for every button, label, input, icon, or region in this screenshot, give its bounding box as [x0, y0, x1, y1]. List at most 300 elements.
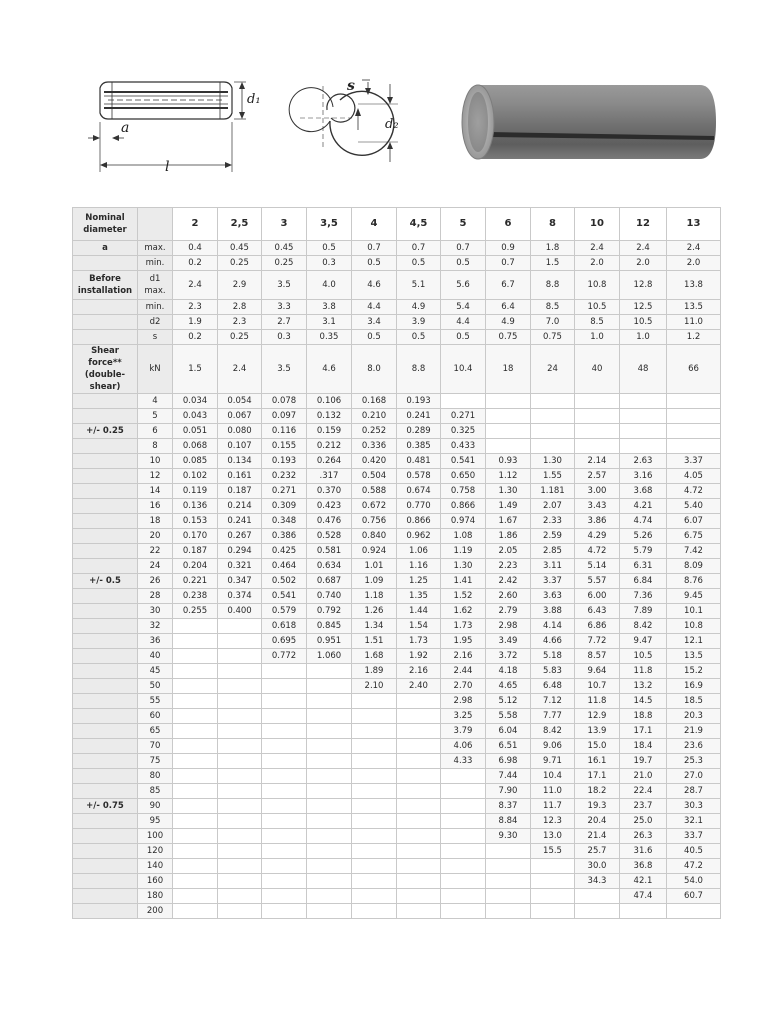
tolerance-label: [73, 439, 138, 454]
weight-cell: 21.9: [667, 724, 721, 739]
weight-cell: 0.347: [218, 574, 262, 589]
weight-cell: [218, 904, 262, 919]
weight-cell: 0.464: [262, 559, 307, 574]
weight-cell: 30.0: [575, 859, 620, 874]
s-label: s: [347, 78, 355, 94]
value-cell: 5.1: [397, 271, 441, 300]
weight-cell: 21.0: [620, 769, 667, 784]
weight-cell: [620, 394, 667, 409]
weight-cell: 21.4: [575, 829, 620, 844]
weight-cell: .317: [307, 469, 352, 484]
value-cell: 13.8: [667, 271, 721, 300]
length-row: [73, 724, 721, 739]
weight-cell: 3.68: [620, 484, 667, 499]
weight-cell: 4.14: [531, 619, 575, 634]
weight-cell: 2.60: [486, 589, 531, 604]
weight-cell: 60.7: [667, 889, 721, 904]
weight-cell: 1.34: [352, 619, 397, 634]
weight-cell: 10.5: [620, 649, 667, 664]
weight-cell: 1.73: [397, 634, 441, 649]
weight-cell: [173, 664, 218, 679]
weight-cell: 0.385: [397, 439, 441, 454]
weight-cell: [352, 814, 397, 829]
weight-cell: [352, 769, 397, 784]
weight-cell: 10.8: [667, 619, 721, 634]
tolerance-label: [73, 859, 138, 874]
weight-cell: [397, 754, 441, 769]
weight-cell: 42.1: [620, 874, 667, 889]
length-row: [73, 604, 721, 619]
value-cell: 3.1: [307, 315, 352, 330]
weight-cell: 0.168: [352, 394, 397, 409]
weight-cell: [486, 904, 531, 919]
length-label: 24: [138, 559, 173, 574]
tolerance-label: [73, 889, 138, 904]
weight-cell: [667, 409, 721, 424]
weight-cell: 6.84: [620, 574, 667, 589]
tolerance-label: [73, 604, 138, 619]
weight-cell: 18.4: [620, 739, 667, 754]
weight-cell: 0.134: [218, 454, 262, 469]
weight-cell: 0.043: [173, 409, 218, 424]
length-row: [73, 529, 721, 544]
value-cell: 1.8: [531, 241, 575, 256]
weight-cell: 2.05: [486, 544, 531, 559]
weight-cell: 17.1: [620, 724, 667, 739]
weight-cell: 0.264: [307, 454, 352, 469]
d2-label: d₂: [385, 117, 399, 132]
weight-cell: [218, 829, 262, 844]
weight-cell: 0.374: [218, 589, 262, 604]
weight-cell: [575, 904, 620, 919]
weight-cell: [307, 859, 352, 874]
weight-cell: [352, 904, 397, 919]
weight-cell: [262, 904, 307, 919]
value-cell: 0.25: [218, 330, 262, 345]
weight-cell: 0.267: [218, 529, 262, 544]
weight-cell: 0.078: [262, 394, 307, 409]
dimension-row: [73, 271, 721, 300]
weight-cell: [441, 844, 486, 859]
weight-cell: [486, 424, 531, 439]
weight-cell: 4.18: [486, 664, 531, 679]
weight-cell: 12.9: [575, 709, 620, 724]
weight-cell: [441, 829, 486, 844]
weight-cell: 1.86: [486, 529, 531, 544]
weight-cell: 0.309: [262, 499, 307, 514]
tolerance-label: [73, 409, 138, 424]
weight-cell: 47.2: [667, 859, 721, 874]
value-cell: 66: [667, 345, 721, 394]
weight-cell: 9.30: [486, 829, 531, 844]
value-cell: 3.3: [262, 300, 307, 315]
weight-cell: 23.7: [620, 799, 667, 814]
tolerance-label: [73, 529, 138, 544]
weight-cell: 1.12: [486, 469, 531, 484]
size-header: 2,5: [218, 208, 262, 241]
value-cell: 8.8: [397, 345, 441, 394]
weight-cell: 1.30: [531, 454, 575, 469]
weight-cell: [486, 844, 531, 859]
weight-cell: 7.89: [620, 604, 667, 619]
weight-cell: [262, 844, 307, 859]
weight-cell: 0.214: [218, 499, 262, 514]
length-row: [73, 844, 721, 859]
value-cell: 2.4: [620, 241, 667, 256]
value-cell: 11.0: [667, 315, 721, 330]
weight-cell: 0.476: [307, 514, 352, 529]
length-label: 32: [138, 619, 173, 634]
tolerance-label: [73, 709, 138, 724]
value-cell: 10.8: [575, 271, 620, 300]
weight-cell: [441, 784, 486, 799]
weight-cell: 3.00: [575, 484, 620, 499]
value-cell: 8.8: [531, 271, 575, 300]
weight-cell: [173, 619, 218, 634]
weight-cell: 1.060: [307, 649, 352, 664]
weight-cell: [218, 889, 262, 904]
length-row: [73, 829, 721, 844]
size-header: 2: [173, 208, 218, 241]
weight-cell: 0.051: [173, 424, 218, 439]
weight-cell: [441, 904, 486, 919]
value-cell: 0.5: [307, 241, 352, 256]
weight-cell: 0.232: [262, 469, 307, 484]
length-label: 70: [138, 739, 173, 754]
weight-cell: 0.674: [397, 484, 441, 499]
weight-cell: 0.136: [173, 499, 218, 514]
weight-cell: 0.097: [262, 409, 307, 424]
weight-cell: [531, 394, 575, 409]
tolerance-label: [73, 619, 138, 634]
weight-cell: 2.33: [531, 514, 575, 529]
tolerance-label: [73, 874, 138, 889]
weight-cell: 11.0: [531, 784, 575, 799]
length-label: 60: [138, 709, 173, 724]
weight-cell: [307, 829, 352, 844]
weight-cell: 0.204: [173, 559, 218, 574]
weight-cell: 26.3: [620, 829, 667, 844]
weight-cell: 15.2: [667, 664, 721, 679]
weight-cell: 5.26: [620, 529, 667, 544]
weight-cell: [531, 424, 575, 439]
weight-cell: 3.49: [486, 634, 531, 649]
weight-cell: 12.3: [531, 814, 575, 829]
weight-cell: 9.06: [531, 739, 575, 754]
weight-cell: [262, 724, 307, 739]
weight-cell: 12.1: [667, 634, 721, 649]
value-cell: 0.7: [441, 241, 486, 256]
value-cell: 3.5: [262, 271, 307, 300]
weight-cell: 6.98: [486, 754, 531, 769]
value-cell: 4.0: [307, 271, 352, 300]
weight-cell: 0.618: [262, 619, 307, 634]
row-group-label: [73, 330, 138, 345]
value-cell: 2.3: [173, 300, 218, 315]
value-cell: 0.7: [486, 256, 531, 271]
weight-cell: [218, 784, 262, 799]
weight-cell: [397, 904, 441, 919]
weight-cell: 3.25: [441, 709, 486, 724]
weight-cell: 0.924: [352, 544, 397, 559]
weight-cell: 0.433: [441, 439, 486, 454]
weight-cell: 6.75: [667, 529, 721, 544]
weight-cell: 7.12: [531, 694, 575, 709]
tolerance-label: [73, 664, 138, 679]
weight-cell: 31.6: [620, 844, 667, 859]
weight-cell: 0.528: [307, 529, 352, 544]
length-label: 65: [138, 724, 173, 739]
weight-cell: [307, 844, 352, 859]
length-label: 8: [138, 439, 173, 454]
weight-cell: [262, 754, 307, 769]
value-cell: 0.2: [173, 330, 218, 345]
weight-cell: 0.974: [441, 514, 486, 529]
value-cell: 1.9: [173, 315, 218, 330]
tolerance-label: [73, 844, 138, 859]
weight-cell: 3.79: [441, 724, 486, 739]
length-row: [73, 424, 721, 439]
weight-cell: 0.212: [307, 439, 352, 454]
size-header: 3: [262, 208, 307, 241]
length-label: 200: [138, 904, 173, 919]
spec-table-container: [72, 207, 720, 919]
weight-cell: 1.19: [441, 544, 486, 559]
size-header: 3,5: [307, 208, 352, 241]
length-label: 90: [138, 799, 173, 814]
weight-cell: 0.193: [397, 394, 441, 409]
weight-cell: 3.11: [531, 559, 575, 574]
weight-cell: [173, 679, 218, 694]
weight-cell: 16.1: [575, 754, 620, 769]
weight-cell: [397, 844, 441, 859]
length-row: [73, 889, 721, 904]
length-row: [73, 574, 721, 589]
weight-cell: 20.3: [667, 709, 721, 724]
value-cell: 0.5: [352, 330, 397, 345]
length-row: [73, 679, 721, 694]
weight-cell: [620, 904, 667, 919]
weight-cell: 3.72: [486, 649, 531, 664]
weight-cell: [531, 439, 575, 454]
weight-cell: [307, 709, 352, 724]
weight-cell: 0.772: [262, 649, 307, 664]
weight-cell: [173, 769, 218, 784]
weight-cell: 0.187: [173, 544, 218, 559]
value-cell: 3.9: [397, 315, 441, 330]
weight-cell: 6.51: [486, 739, 531, 754]
weight-cell: 0.770: [397, 499, 441, 514]
length-row: [73, 409, 721, 424]
value-cell: 4.6: [307, 345, 352, 394]
weight-cell: 0.578: [397, 469, 441, 484]
weight-cell: 3.37: [667, 454, 721, 469]
weight-cell: [575, 424, 620, 439]
weight-cell: [397, 769, 441, 784]
weight-cell: 0.321: [218, 559, 262, 574]
weight-cell: [262, 814, 307, 829]
weight-cell: [441, 889, 486, 904]
tolerance-label: [73, 469, 138, 484]
weight-cell: 2.07: [531, 499, 575, 514]
value-cell: 4.9: [397, 300, 441, 315]
weight-cell: 2.10: [352, 679, 397, 694]
weight-cell: [307, 814, 352, 829]
length-label: 22: [138, 544, 173, 559]
weight-cell: 1.67: [486, 514, 531, 529]
row-group-label: Before installation: [73, 271, 138, 300]
row-sub-label: s: [138, 330, 173, 345]
d1-label: d₁: [247, 92, 261, 107]
length-row: [73, 784, 721, 799]
weight-cell: 1.54: [397, 619, 441, 634]
weight-cell: 1.01: [352, 559, 397, 574]
weight-cell: 0.93: [486, 454, 531, 469]
weight-cell: [575, 439, 620, 454]
row-sub-label: d1 max.: [138, 271, 173, 300]
weight-cell: 0.210: [352, 409, 397, 424]
length-row: [73, 904, 721, 919]
value-cell: 4.4: [352, 300, 397, 315]
weight-cell: 0.325: [441, 424, 486, 439]
weight-cell: 4.74: [620, 514, 667, 529]
value-cell: 8.0: [352, 345, 397, 394]
value-cell: 2.4: [575, 241, 620, 256]
weight-cell: [307, 754, 352, 769]
weight-cell: 2.42: [486, 574, 531, 589]
length-label: 75: [138, 754, 173, 769]
weight-cell: [667, 904, 721, 919]
weight-cell: 32.1: [667, 814, 721, 829]
length-row: [73, 589, 721, 604]
tolerance-label: [73, 829, 138, 844]
weight-cell: [218, 724, 262, 739]
weight-cell: [352, 754, 397, 769]
weight-cell: [173, 754, 218, 769]
weight-cell: 17.1: [575, 769, 620, 784]
length-label: 55: [138, 694, 173, 709]
weight-cell: 0.193: [262, 454, 307, 469]
weight-cell: 1.52: [441, 589, 486, 604]
weight-cell: 0.153: [173, 514, 218, 529]
length-row: [73, 694, 721, 709]
weight-cell: 0.541: [262, 589, 307, 604]
length-label: 85: [138, 784, 173, 799]
length-row: [73, 634, 721, 649]
weight-cell: 0.170: [173, 529, 218, 544]
weight-cell: 13.0: [531, 829, 575, 844]
dimension-row: [73, 330, 721, 345]
value-cell: 7.0: [531, 315, 575, 330]
weight-cell: [173, 829, 218, 844]
value-cell: 0.5: [352, 256, 397, 271]
weight-cell: 4.29: [575, 529, 620, 544]
value-cell: 3.4: [352, 315, 397, 330]
weight-cell: 40.5: [667, 844, 721, 859]
weight-cell: 0.255: [173, 604, 218, 619]
weight-cell: 1.06: [397, 544, 441, 559]
weight-cell: 4.72: [667, 484, 721, 499]
weight-cell: 8.76: [667, 574, 721, 589]
weight-cell: 0.425: [262, 544, 307, 559]
weight-cell: 2.44: [441, 664, 486, 679]
size-header: 6: [486, 208, 531, 241]
weight-cell: 30.3: [667, 799, 721, 814]
weight-cell: 34.3: [575, 874, 620, 889]
weight-cell: 19.3: [575, 799, 620, 814]
value-cell: 6.7: [486, 271, 531, 300]
weight-cell: 0.241: [218, 514, 262, 529]
value-cell: 1.0: [620, 330, 667, 345]
length-label: 18: [138, 514, 173, 529]
weight-cell: [307, 739, 352, 754]
weight-cell: 1.25: [397, 574, 441, 589]
weight-cell: 0.271: [262, 484, 307, 499]
weight-cell: [307, 769, 352, 784]
weight-cell: [531, 874, 575, 889]
tolerance-label: [73, 454, 138, 469]
weight-cell: 13.5: [667, 649, 721, 664]
weight-cell: 2.85: [531, 544, 575, 559]
weight-cell: 8.37: [486, 799, 531, 814]
weight-cell: [531, 889, 575, 904]
weight-cell: 5.57: [575, 574, 620, 589]
tolerance-label: +/- 0.25: [73, 424, 138, 439]
value-cell: 2.0: [620, 256, 667, 271]
value-cell: 0.2: [173, 256, 218, 271]
weight-cell: 0.068: [173, 439, 218, 454]
weight-cell: 5.12: [486, 694, 531, 709]
value-cell: 0.5: [441, 330, 486, 345]
weight-cell: 9.47: [620, 634, 667, 649]
weight-cell: 7.90: [486, 784, 531, 799]
value-cell: 0.3: [262, 330, 307, 345]
weight-cell: 0.650: [441, 469, 486, 484]
weight-cell: 0.119: [173, 484, 218, 499]
weight-cell: 0.579: [262, 604, 307, 619]
value-cell: 4.4: [441, 315, 486, 330]
weight-cell: 1.95: [441, 634, 486, 649]
value-cell: 1.2: [667, 330, 721, 345]
value-cell: 10.5: [575, 300, 620, 315]
value-cell: 0.75: [486, 330, 531, 345]
row-group-label: [73, 256, 138, 271]
weight-cell: [218, 769, 262, 784]
weight-cell: 2.16: [441, 649, 486, 664]
weight-cell: 1.30: [441, 559, 486, 574]
weight-cell: 18.2: [575, 784, 620, 799]
value-cell: 0.5: [397, 330, 441, 345]
tolerance-label: [73, 394, 138, 409]
weight-cell: 1.26: [352, 604, 397, 619]
length-row: [73, 664, 721, 679]
weight-cell: 1.62: [441, 604, 486, 619]
tolerance-label: [73, 724, 138, 739]
length-row: [73, 874, 721, 889]
length-row: [73, 799, 721, 814]
size-header: 12: [620, 208, 667, 241]
weight-cell: 27.0: [667, 769, 721, 784]
weight-cell: 3.16: [620, 469, 667, 484]
weight-cell: 9.45: [667, 589, 721, 604]
value-cell: 0.75: [531, 330, 575, 345]
figure-area: [0, 0, 768, 200]
weight-cell: 11.8: [575, 694, 620, 709]
weight-cell: [173, 784, 218, 799]
weight-cell: [173, 844, 218, 859]
weight-cell: [218, 859, 262, 874]
weight-cell: [531, 409, 575, 424]
